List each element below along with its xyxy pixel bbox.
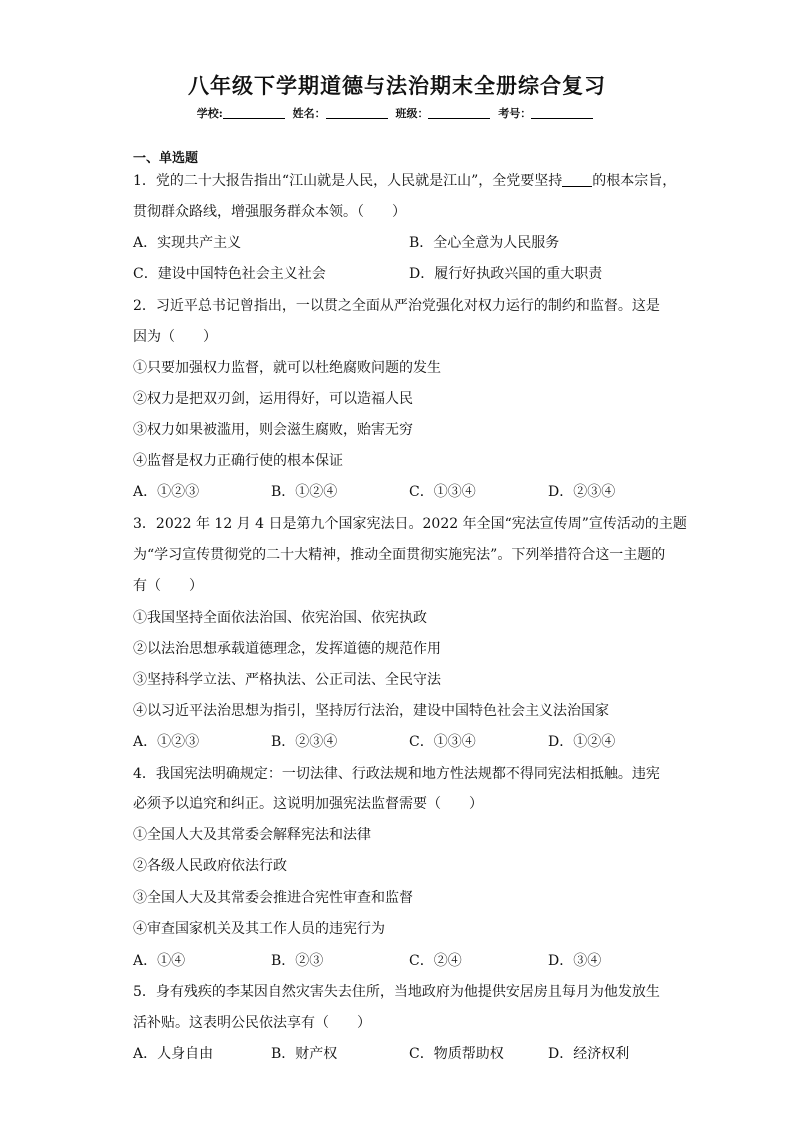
q3-option-c[interactable]: C．①③④: [409, 734, 476, 750]
number-blank[interactable]: [531, 108, 593, 119]
school-label: 学校:: [196, 107, 223, 120]
q3-statement-2: ②以法治思想承载道德理念，发挥道德的规范作用: [133, 641, 441, 657]
q3-stem-line-2: 为“学习宣传贯彻党的二十大精神，推动全面贯彻实施宪法”。下列举措符合这一主题的: [133, 547, 666, 563]
q5-option-c[interactable]: C．物质帮助权: [409, 1046, 504, 1062]
q1-option-d[interactable]: D．履行好执政兴国的重大职责: [409, 266, 603, 282]
student-info-line: [0, 105, 794, 121]
q4-option-a[interactable]: A．①④: [133, 953, 186, 969]
q4-statement-4: ④审查国家机关及其工作人员的违宪行为: [133, 921, 385, 937]
q1-option-c[interactable]: C．建设中国特色社会主义社会: [133, 266, 326, 282]
q1-stem-line-1: [133, 172, 676, 190]
q2-option-c[interactable]: C．①③④: [409, 484, 476, 500]
q4-option-b[interactable]: B．②③: [271, 953, 324, 969]
q5-option-b[interactable]: B．财产权: [271, 1046, 338, 1062]
q1-stem-line-2: 贯彻群众路线，增强服务群众本领。（ ）: [133, 204, 406, 220]
q2-stem-line-1: 2．习近平总书记曾指出，一以贯之全面从严治党强化对权力运行的制约和监督。这是: [133, 298, 660, 314]
class-blank[interactable]: [428, 108, 490, 119]
q1-stem-part-a: 1．党的二十大报告指出“江山就是人民，人民就是江山”，全党要坚持: [133, 173, 563, 189]
q3-option-b[interactable]: B．②③④: [271, 734, 338, 750]
q3-option-d[interactable]: D．①②④: [548, 734, 616, 750]
number-label: 考号：: [498, 107, 532, 120]
q1-fill-blank: [562, 174, 592, 187]
q2-stem-line-2: 因为（ ）: [133, 329, 217, 345]
section-heading: 一、单选题: [133, 151, 199, 166]
page-title: 八年级下学期道德与法治期末全册综合复习: [188, 73, 606, 98]
q4-stem-line-2: 必须予以追究和纠正。这说明加强宪法监督需要（ ）: [133, 796, 483, 812]
q2-statement-3: ③权力如果被滥用，则会滋生腐败，贻害无穷: [133, 422, 413, 438]
q3-statement-3: ③坚持科学立法、严格执法、公正司法、全民守法: [133, 672, 441, 688]
q3-stem-line-3: 有（ ）: [133, 578, 203, 594]
school-blank[interactable]: [223, 108, 285, 119]
q2-statement-1: ①只要加强权力监督，就可以杜绝腐败问题的发生: [133, 360, 441, 376]
q3-stem-line-1: 3．2022 年 12 月 4 日是第九个国家宪法日。2022 年全国“宪法宣传周”宣传活动的主题: [133, 516, 687, 532]
q2-option-b[interactable]: B．①②④: [271, 484, 338, 500]
q1-stem-part-b: 的根本宗旨，: [592, 173, 677, 189]
q2-statement-2: ②权力是把双刃剑，运用得好，可以造福人民: [133, 391, 413, 407]
q5-option-a[interactable]: A．人身自由: [133, 1046, 214, 1062]
name-label: 姓名：: [292, 107, 326, 120]
q2-option-a[interactable]: A．①②③: [133, 484, 200, 500]
q4-statement-2: ②各级人民政府依法行政: [133, 858, 287, 874]
q3-statement-4: ④以习近平法治思想为指引，坚持厉行法治，建设中国特色社会主义法治国家: [133, 703, 609, 719]
q1-option-b[interactable]: B．全心全意为人民服务: [409, 235, 560, 251]
q4-option-c[interactable]: C．②④: [409, 953, 462, 969]
q3-option-a[interactable]: A．①②③: [133, 734, 200, 750]
q4-option-d[interactable]: D．③④: [548, 953, 602, 969]
q2-option-d[interactable]: D．②③④: [548, 484, 616, 500]
q2-statement-4: ④监督是权力正确行使的根本保证: [133, 453, 343, 469]
q5-stem-line-1: 5．身有残疾的李某因自然灾害失去住所，当地政府为他提供安居房且每月为他发放生: [133, 984, 660, 1000]
q4-statement-1: ①全国人大及其常委会解释宪法和法律: [133, 827, 371, 843]
q5-option-d[interactable]: D．经济权利: [548, 1046, 630, 1062]
q3-statement-1: ①我国坚持全面依法治国、依宪治国、依宪执政: [133, 610, 427, 626]
q4-statement-3: ③全国人大及其常委会推进合宪性审查和监督: [133, 890, 413, 906]
q1-option-a[interactable]: A．实现共产主义: [133, 235, 242, 251]
q4-stem-line-1: 4．我国宪法明确规定：一切法律、行政法规和地方性法规都不得同宪法相抵触。违宪: [133, 766, 660, 782]
class-label: 班级：: [395, 107, 429, 120]
name-blank[interactable]: [326, 108, 388, 119]
q5-stem-line-2: 活补贴。这表明公民依法享有（ ）: [133, 1015, 371, 1031]
